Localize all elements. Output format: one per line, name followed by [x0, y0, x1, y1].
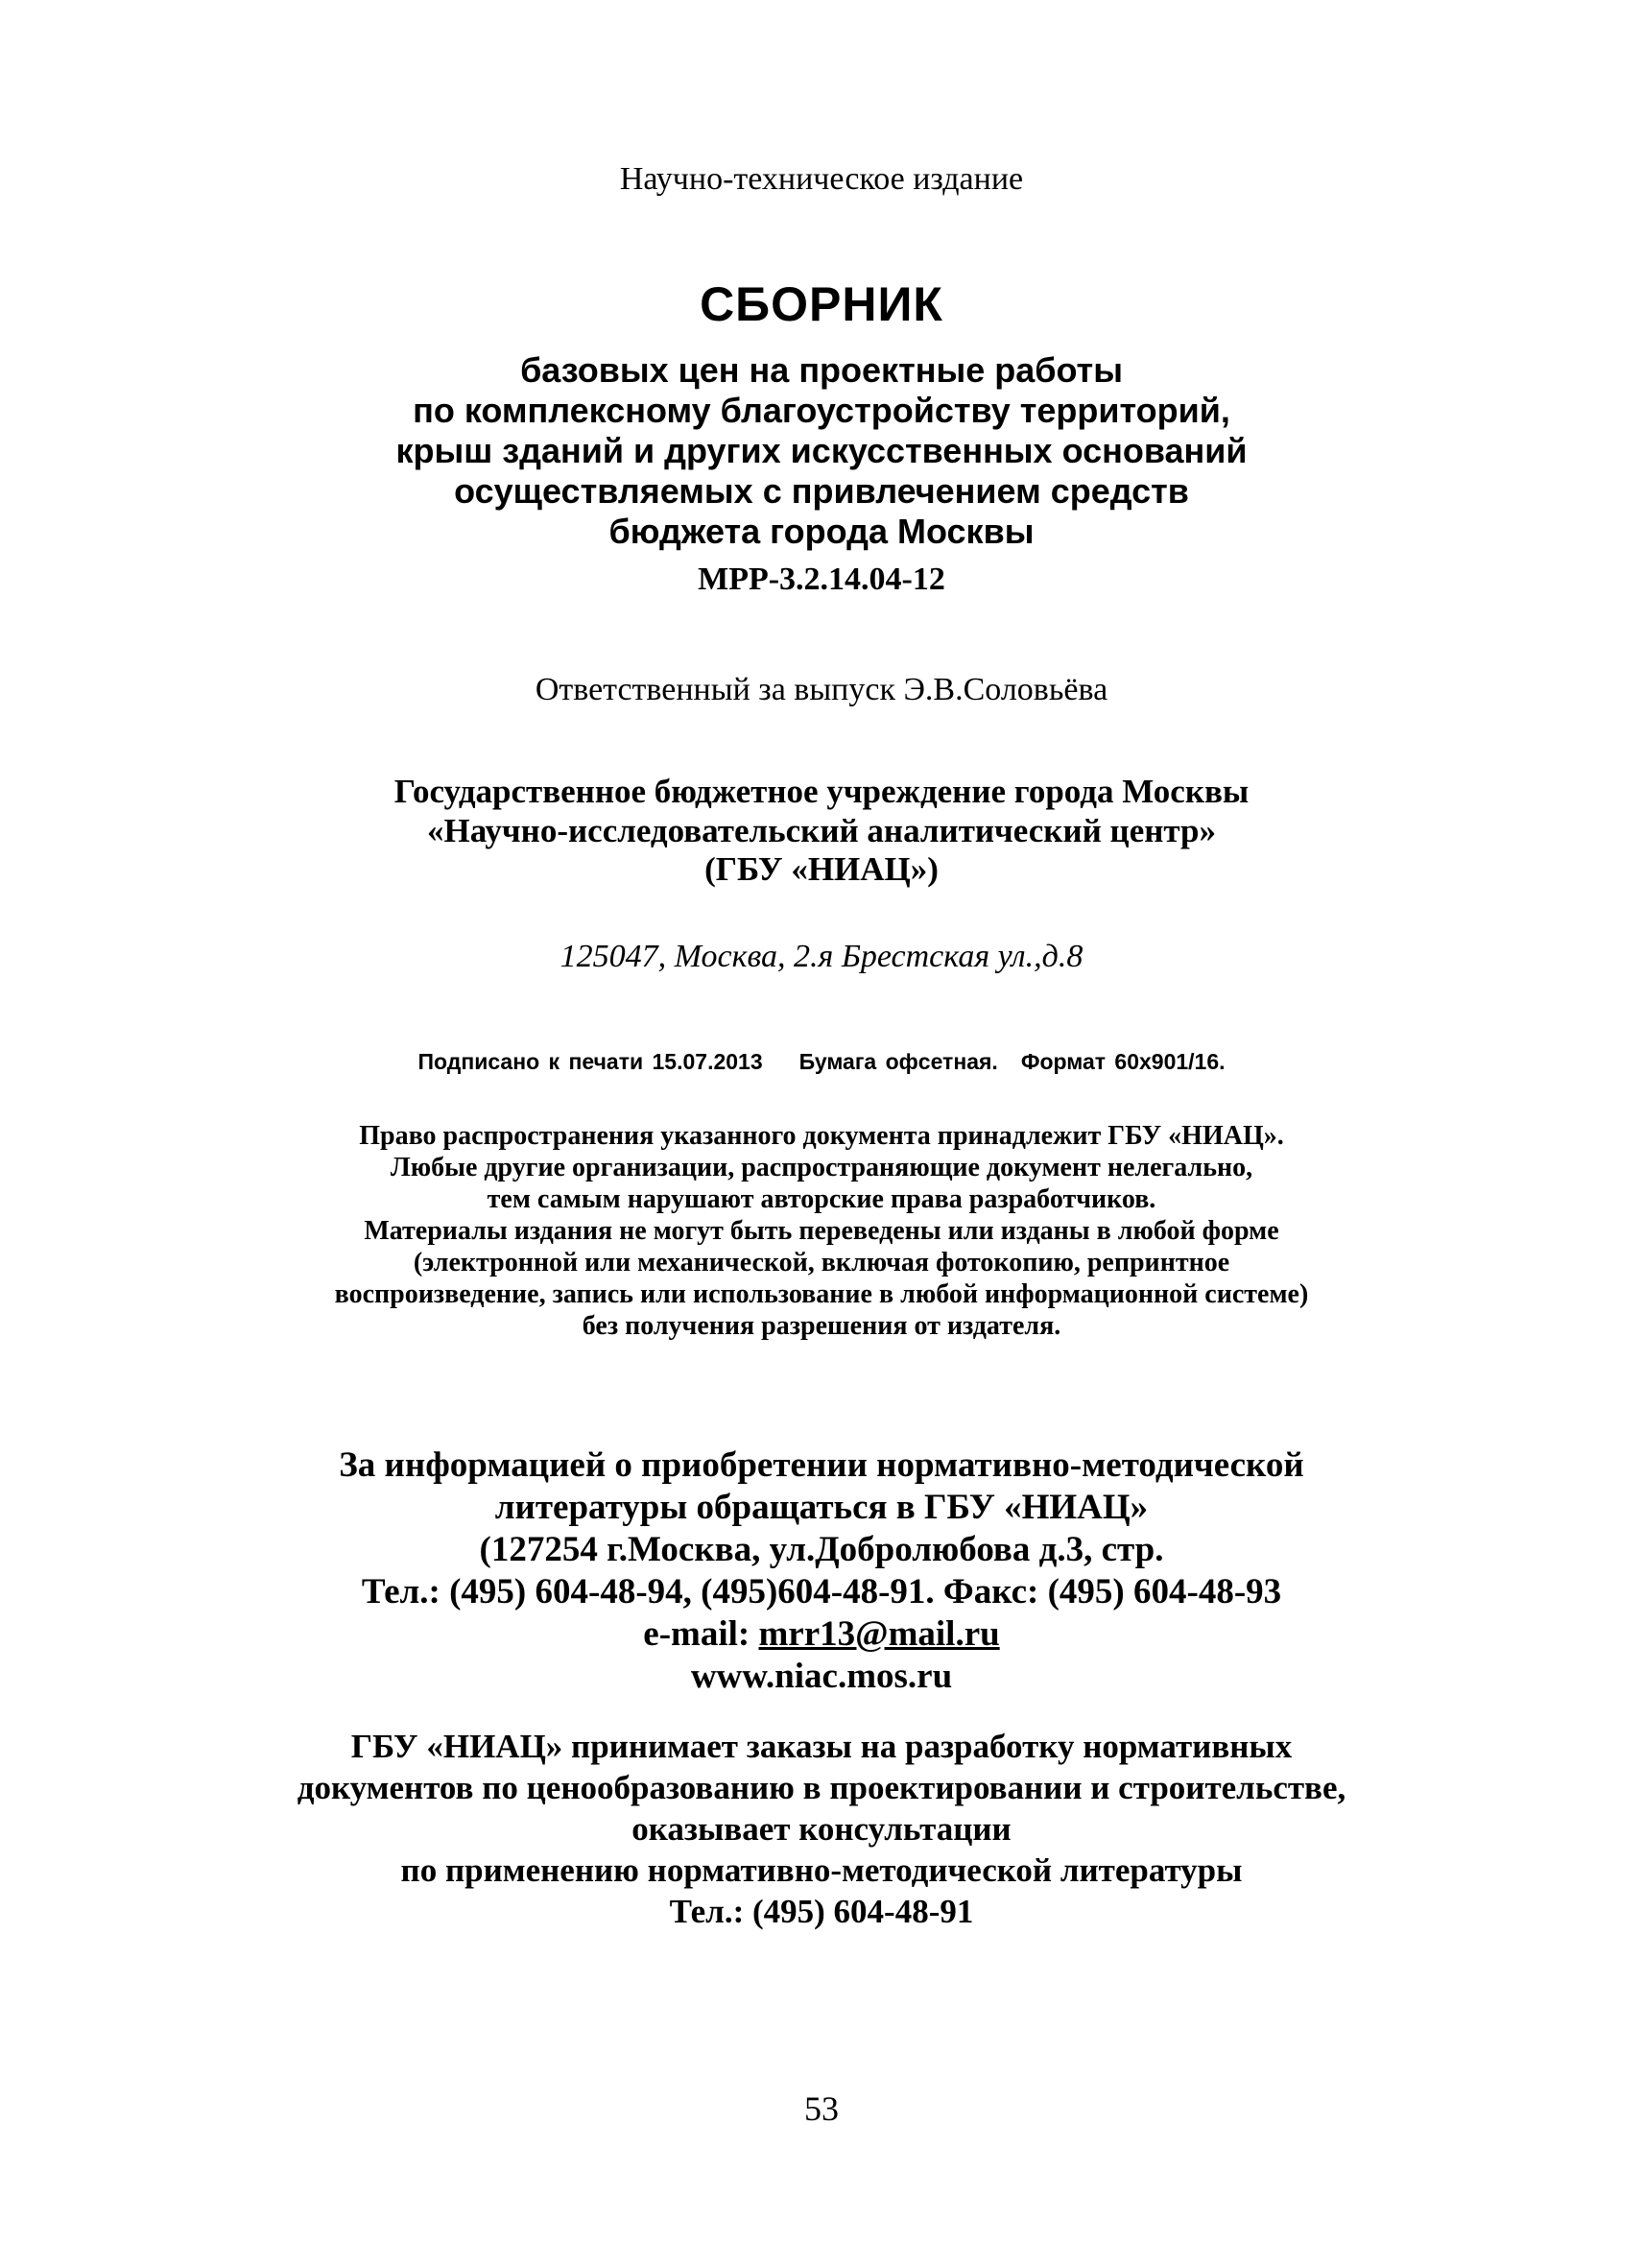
- orders-line: оказывает консультации: [631, 1810, 1012, 1848]
- orders-line: документов по ценообразованию в проектировании и строительстве,: [297, 1769, 1346, 1806]
- print-signed: Подписано к печати 15.07.2013: [417, 1049, 763, 1074]
- rights-line: воспроизведение, запись или использование в любой информационной системе): [334, 1279, 1309, 1309]
- page-number: 53: [804, 2089, 839, 2128]
- rights-line: Любые другие организации, распространяющие документ нелегально,: [390, 1153, 1253, 1182]
- orders-line: Тел.: (495) 604-48-91: [669, 1893, 974, 1930]
- info-line: Тел.: (495) 604-48-94, (495)604-48-91. Факс: (495) 604-48-93: [361, 1572, 1282, 1611]
- rights-line: (электронной или механической, включая фотокопию, репринтное: [413, 1248, 1230, 1277]
- website: www.niac.mos.ru: [690, 1657, 953, 1696]
- print-info: [0, 1049, 1643, 1075]
- document-title: СБОРНИК: [700, 277, 943, 331]
- organization-line: Государственное бюджетное учреждение города Москвы: [393, 773, 1250, 810]
- info-line: литературы обращаться в ГБУ «НИАЦ»: [494, 1488, 1149, 1527]
- info-line: За информацией о приобретении нормативно-методической: [339, 1445, 1304, 1485]
- rights-line: без получения разрешения от издателя.: [582, 1311, 1061, 1341]
- orders-line: по применению нормативно-методической литературы: [400, 1851, 1243, 1889]
- subtitle-line: по комплексному благоустройству территорий,: [413, 391, 1230, 430]
- publication-type: Научно-техническое издание: [619, 161, 1024, 197]
- rights-line: тем самым нарушают авторские права разработчиков.: [487, 1184, 1156, 1214]
- subtitle-line: крыш зданий и других искусственных оснований: [395, 431, 1248, 470]
- rights-line: Право распространения указанного документа принадлежит ГБУ «НИАЦ».: [359, 1121, 1284, 1151]
- subtitle-line: базовых цен на проектные работы: [520, 350, 1123, 390]
- orders-line: ГБУ «НИАЦ» принимает заказы на разработку нормативных: [350, 1728, 1293, 1765]
- print-format: Формат 60х901/16.: [1020, 1049, 1226, 1074]
- subtitle-line: бюджета города Москвы: [608, 512, 1035, 551]
- subtitle-line: осуществляемых с привлечением средств: [454, 471, 1189, 511]
- document-code: МРР-3.2.14.04-12: [698, 561, 945, 597]
- email-link[interactable]: mrr13@mail.ru: [758, 1614, 1000, 1654]
- email-label: e-mail:: [643, 1614, 759, 1654]
- organization-line: (ГБУ «НИАЦ»): [704, 850, 939, 888]
- email-line: [0, 1613, 1643, 1655]
- info-line: (127254 г.Москва, ул.Добролюбова д.3, стр.: [479, 1530, 1164, 1569]
- print-paper: Бумага офсетная.: [798, 1049, 998, 1074]
- responsible-person: Ответственный за выпуск Э.В.Соловьёва: [535, 672, 1108, 707]
- address: 125047, Москва, 2.я Брестская ул.,д.8: [560, 939, 1083, 974]
- rights-line: Материалы издания не могут быть переведены или изданы в любой форме: [364, 1216, 1279, 1246]
- organization-line: «Научно-исследовательский аналитический центр»: [426, 812, 1216, 849]
